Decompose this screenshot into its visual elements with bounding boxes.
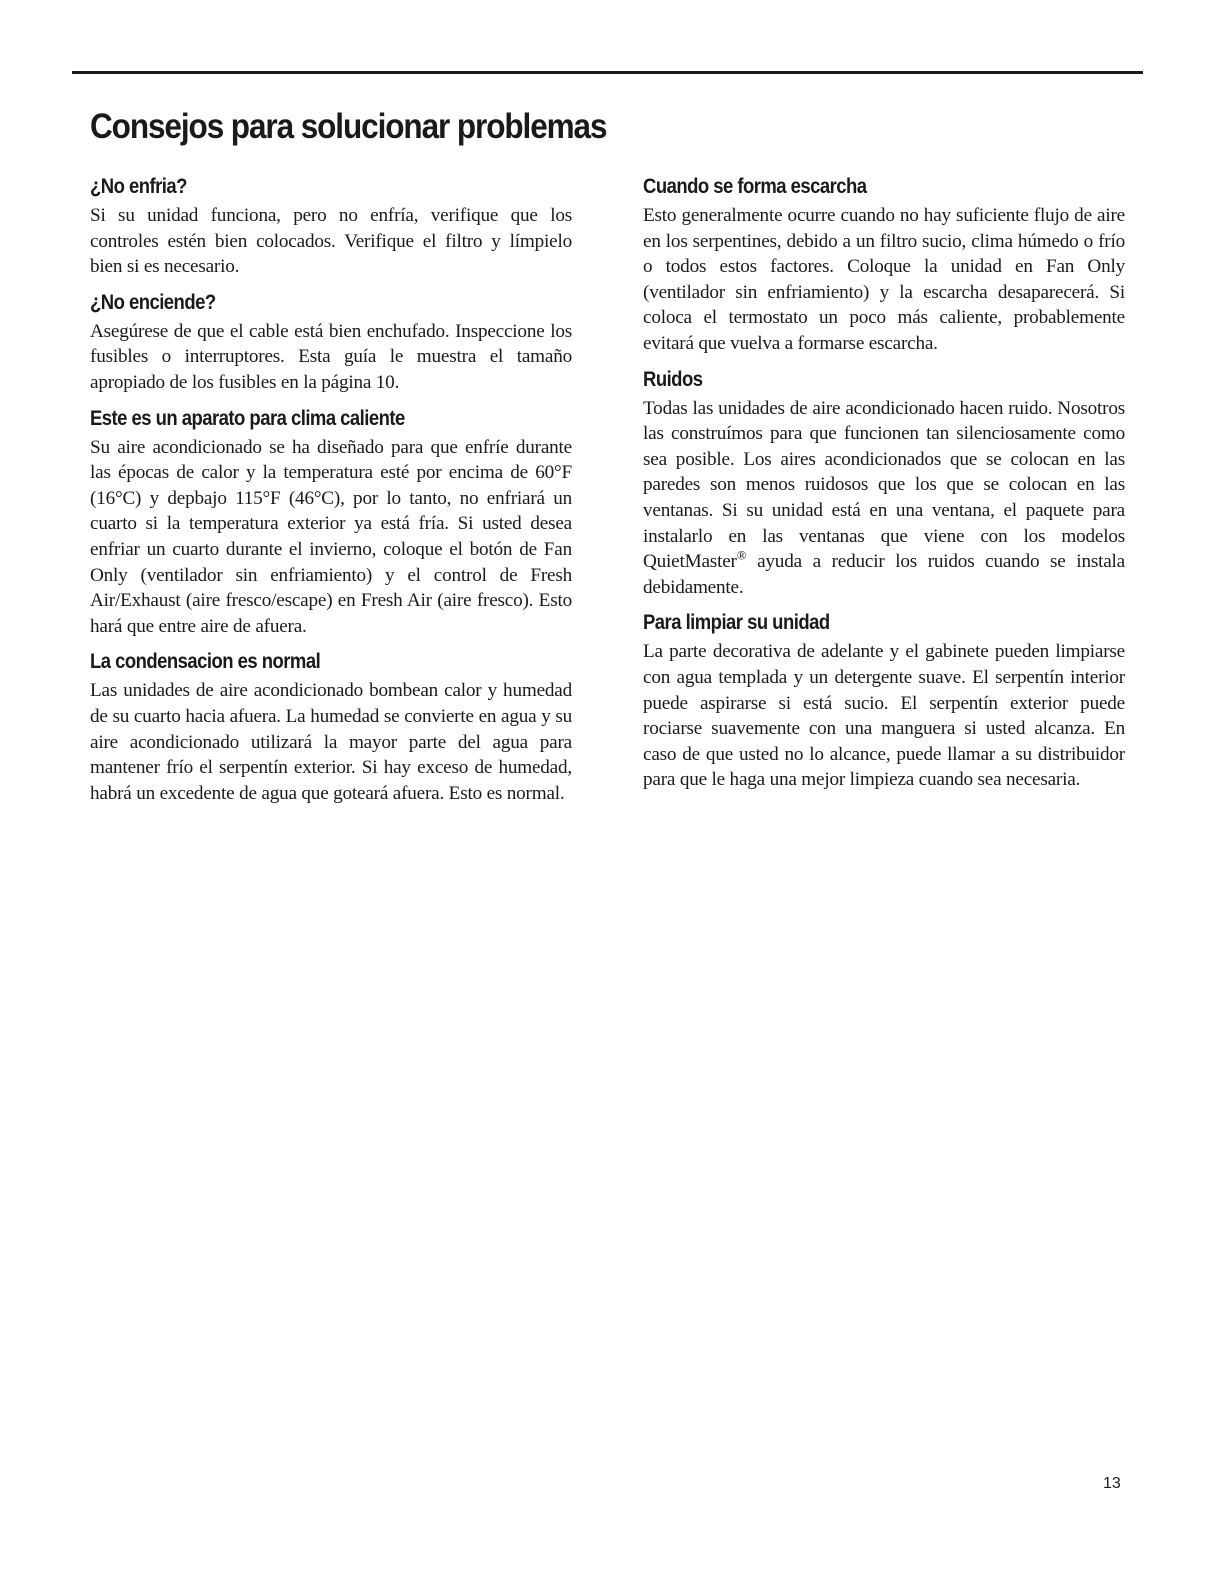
section-body-part-2: ayuda a reducir los ruidos cuando se instala debidamente. [643, 551, 1125, 598]
section-condensacion [90, 647, 572, 806]
page-title: Consejos para solucionar problemas [90, 107, 607, 146]
section-escarcha [643, 172, 1125, 357]
section-no-enciende [90, 288, 572, 396]
section-heading: Para limpiar su unidad [643, 611, 830, 635]
registered-trademark-symbol: ® [736, 547, 747, 563]
section-heading: Este es un aparato para clima caliente [90, 406, 405, 430]
section-limpiar-unidad [643, 608, 1125, 793]
section-body-part-1: Todas las unidades de aire acondicionado hacen ruido. Nosotros las construímos para que funcionen tan silenciosamente como sea posible. Los aires acondicionados que se colocan en las paredes son menos ruidosos que los que se colocan en las ventanas. Si su unidad está en una ventana, el paquete para instalarlo en las ventanas que viene con los modelos QuietMaster [643, 397, 1125, 573]
page-number: 13 [1103, 1475, 1121, 1492]
top-divider-rule [72, 71, 1143, 74]
section-body: Su aire acondicionado se ha diseñado para que enfríe durante las épocas de calor y la temperatura esté por encima de 60°F (16°C) y depbajo 115°F (46°C), por lo tanto, no enfriará un cuarto si la temperatura exterior ya está fría. Si usted desea enfriar un cuarto durante el invierno, coloque el botón de Fan Only (ventilador sin enfriamiento) y el control de Fresh Air/Exhaust (aire fresco/escape) en Fresh Air (aire fresco). Esto hará que entre aire de afuera. [90, 436, 572, 637]
section-heading: Cuando se forma escarcha [643, 175, 867, 198]
section-heading: La condensacion es normal [90, 650, 321, 674]
section-body: Si su unidad funciona, pero no enfría, verifique que los controles estén bien colocados. Verifique el filtro y límpielo bien si es necesario. [90, 205, 572, 278]
section-heading: ¿No enfria? [90, 175, 187, 198]
section-body: La parte decorativa de adelante y el gabinete pueden limpiarse con agua templada y un detergente suave. El serpentín interior puede aspirarse si está sucio. El serpentín exterior puede rociarse suavemente con una manguera si usted alcanza. En caso de que usted no lo alcance, puede llamar a su distribuidor para que le haga una mejor limpieza cuando sea necesaria. [643, 641, 1125, 791]
left-column [90, 172, 572, 814]
section-body [643, 396, 1125, 601]
section-no-enfria [90, 172, 572, 280]
section-heading: Ruidos [643, 367, 703, 391]
section-heading: ¿No enciende? [90, 290, 216, 314]
right-column [643, 172, 1125, 801]
section-ruidos [643, 365, 1125, 601]
section-body: Las unidades de aire acondicionado bombean calor y humedad de su cuarto hacia afuera. La humedad se convierte en agua y su aire acondicionado utilizará la mayor parte del agua para mantener frío el serpentín exterior. Si hay exceso de humedad, habrá un excedente de agua que goteará afuera. Esto es normal. [90, 680, 572, 804]
section-body: Esto generalmente ocurre cuando no hay suficiente flujo de aire en los serpentines, debido a un filtro sucio, clima húmedo o frío o todos estos factores. Coloque la unidad en Fan Only (ventilador sin enfriamiento) y la escarcha desaparecerá. Si coloca el termostato un poco más caliente, probablemente evitará que vuelva a formarse escarcha. [643, 205, 1125, 354]
section-clima-caliente [90, 404, 572, 640]
section-body: Asegúrese de que el cable está bien enchufado. Inspeccione los fusibles o interruptores. Esta guía le muestra el tamaño apropiado de los fusibles en la página 10. [90, 320, 572, 393]
